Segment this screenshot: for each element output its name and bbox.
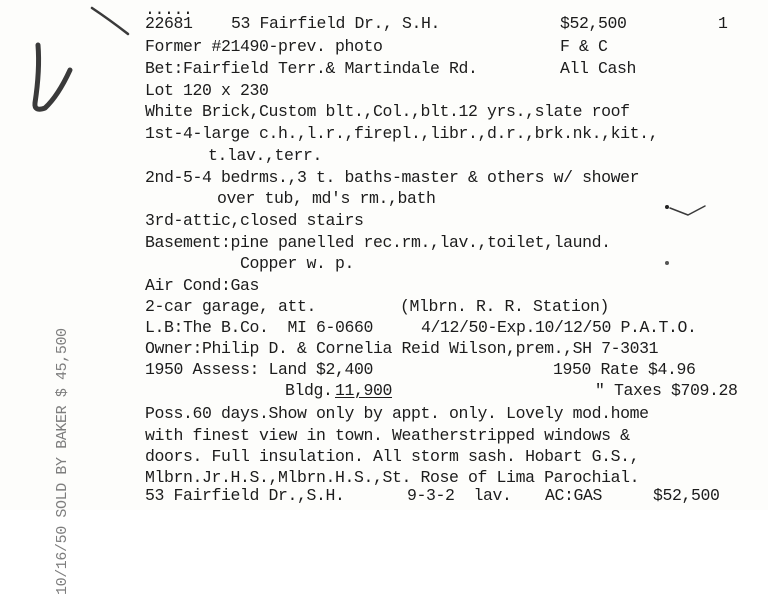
remarks-line: Poss.60 days.Show only by appt. only. Lovely mod.home: [145, 404, 649, 423]
price: $52,500: [560, 14, 627, 33]
assessment-bldg-label: Bldg.: [285, 381, 333, 400]
dots: .....: [145, 0, 193, 19]
handwritten-check: [35, 45, 70, 109]
former-listing: Former #21490-prev. photo: [145, 37, 383, 56]
sold-stamp: 10/16/50 SOLD BY BAKER $ 45,500: [54, 328, 71, 595]
listing-dates: 4/12/50-Exp.10/12/50 P.A.T.O.: [421, 318, 697, 337]
handwritten-mark: [92, 8, 128, 34]
first-floor: 1st-4-large c.h.,l.r.,firepl.,libr.,d.r.,brk.nk.,kit.,: [145, 124, 659, 143]
first-floor-cont: t.lav.,terr.: [208, 146, 323, 165]
assessment-bldg-value: 11,900: [335, 381, 393, 400]
garage: 2-car garage, att.: [145, 297, 317, 316]
taxes: " Taxes $709.28: [595, 381, 738, 400]
third-floor: 3rd-attic,closed stairs: [145, 211, 364, 230]
second-floor-cont: over tub, md's rm.,bath: [217, 189, 436, 208]
remarks-line: Mlbrn.Jr.H.S.,Mlbrn.H.S.,St. Rose of Lima Parochial.: [145, 468, 640, 487]
remarks-line: with finest view in town. Weatherstripped windows &: [145, 426, 630, 445]
footer-rooms: 9-3-2 lav.: [407, 486, 512, 505]
assessment-land: 1950 Assess: Land $2,400: [145, 360, 374, 379]
between-streets: Bet:Fairfield Terr.& Martindale Rd.: [145, 59, 478, 78]
basement-cont: Copper w. p.: [240, 254, 355, 273]
lot-size: Lot 120 x 230: [145, 81, 269, 100]
ink-dot: [665, 261, 669, 265]
air-conditioning: Air Cond:Gas: [145, 276, 260, 295]
terms-fc: F & C: [560, 37, 608, 56]
owner: Owner:Philip D. & Cornelia Reid Wilson,prem.,SH 7-3031: [145, 339, 659, 358]
terms-cash: All Cash: [560, 59, 637, 78]
listing-broker: L.B:The B.Co. MI 6-0660: [145, 318, 374, 337]
remarks-line: doors. Full insulation. All storm sash. Hobart G.S.,: [145, 447, 640, 466]
footer-price: $52,500: [653, 486, 720, 505]
ink-dot: [665, 205, 669, 209]
card-number: 1: [718, 14, 728, 33]
construction: White Brick,Custom blt.,Col.,blt.12 yrs.,slate roof: [145, 102, 630, 121]
footer-ac: AC:GAS: [545, 486, 603, 505]
tax-rate: 1950 Rate $4.96: [553, 360, 696, 379]
listing-number: 22681: [145, 14, 193, 33]
second-floor: 2nd-5-4 bedrms.,3 t. baths-master & others w/ shower: [145, 168, 640, 187]
station: (Mlbrn. R. R. Station): [400, 297, 610, 316]
address: 53 Fairfield Dr., S.H.: [231, 14, 441, 33]
basement: Basement:pine panelled rec.rm.,lav.,toilet,laund.: [145, 233, 611, 252]
handwritten-tick: [670, 206, 705, 215]
footer-address: 53 Fairfield Dr.,S.H.: [145, 486, 345, 505]
